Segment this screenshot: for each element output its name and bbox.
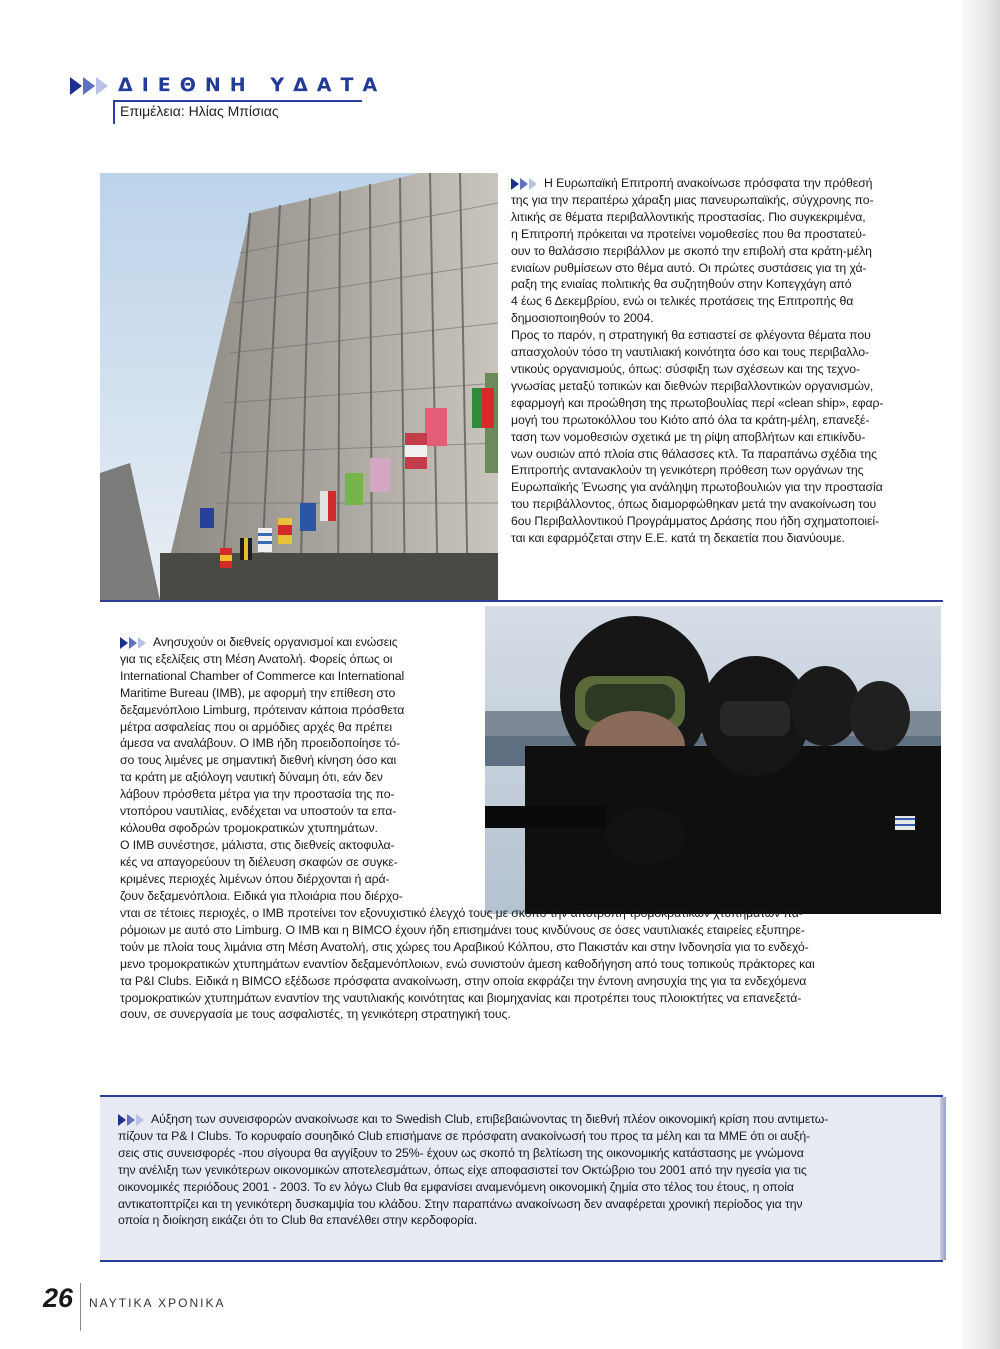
article-sc-line: οικονομικές περιόδους 2001 - 2003. Το εν λόγω Club θα εμφανίσει αναμενόμενη οικονομική ζημία στο τέλος του έτους, η οποία [118, 1179, 794, 1194]
article-eu-line: εφαρμογή και προώθηση της πρωτοβουλίας περί «clean ship», εφαρ- [511, 395, 884, 410]
article-swedish-club [118, 1111, 934, 1229]
article-eu-line: 4 έως 6 Δεκεμβρίου, ενώ οι τελικές προτάσεις της Επιτροπής θα [511, 294, 854, 309]
article-eu-line: Η Ευρωπαϊκή Επιτροπή ανακοίνωσε πρόσφατα την πρόθεσή [511, 175, 935, 192]
article-eu-line: Προς το παρόν, η στρατηγική θα εστιαστεί σε φλέγοντα θέματα που [511, 328, 871, 343]
article-me-line: άμεσα να αναλάβουν. Ο ΙΜΒ ήδη προειδοποίησε τό- [120, 736, 401, 751]
article-me-line: σο τους λιμένες με σημαντική διεθνή κίνηση όσο και [120, 753, 397, 768]
article-arrows-icon [120, 637, 147, 649]
article-eu-line: ενιαίων ρυθμίσεων στο θέμα αυτό. Οι πρώτες συστάσεις για τη χά- [511, 260, 867, 275]
article-eu-line: της για την περαιτέρω χάραξη μιας πανευρωπαϊκής, σύγχρονης πο- [511, 192, 874, 207]
header-vertical-rule [113, 100, 115, 124]
article-eu-environment [511, 175, 935, 547]
article-eu-line: ουν το θαλάσσιο περιβάλλον με σκοπό την επιβολή στα κράτη-μέλη [511, 243, 872, 258]
article-me-line: Maritime Bureau (IMB), με αφορμή την επίθεση στο [120, 685, 396, 700]
article-eu-line: 6ου Περιβαλλοντικού Προγράμματος Δράσης που ήδη σχηματοποιεί- [511, 514, 880, 529]
article-eu-line: ντικούς οργανισμούς, όπως: σύσφιξη των σχέσεων και της τεχνο- [511, 361, 861, 376]
box-side-shadow [940, 1097, 946, 1260]
eu-building-photo [100, 173, 498, 600]
article-eu-line: νων ουσιών από πλοία στις θάλασσες κτλ. Τα παραπάνω σχέδια της [511, 446, 877, 461]
article-eu-line: απασχολούν τόσο τη ναυτιλιακή κοινότητα όσο και τους περιβαλλο- [511, 345, 869, 360]
article-eu-line: ραξη της ενιαίας πολιτικής θα συζητηθούν στην Κοπεγχάγη από [511, 277, 852, 292]
article-eu-line: ταση των νομοθεσιών σχετικά με τη ρίψη αποβλήτων και επικίνδυ- [511, 429, 866, 444]
article-eu-line: λιτικής σε θέματα περιβαλλοντικής προστασίας. Πιο συγκεκριμένα, [511, 209, 866, 224]
article-me-line: κριμένες περιοχές λιμένων όπου διέρχονται ή αρά- [120, 871, 390, 886]
article-me-line: για τις εξελίξεις στη Μέση Ανατολή. Φορείς όπως οι [120, 651, 393, 666]
article-me-line: Ανησυχούν οι διεθνείς οργανισμοί και ενώσεις [120, 634, 476, 651]
article-me-line: ρόμοιων με αυτό στο Limburg. Ο ΙΜΒ και η BIMCO έχουν ήδη επισημάνει τους κινδύνους σε όσες ναυτιλιακές εταιρείες εξυπηρε- [120, 922, 805, 937]
article-eu-line: μογή του πρωτοκόλλου του Κιότο από όλα τα κράτη-μέλη, επανεξέ- [511, 412, 870, 427]
article-me-line: τούν με πλοία τους λιμάνια στη Μέση Ανατολή, στις χώρες του Αραβικού Κόλπου, στο Πακιστάν και στην Ινδονησία για το ενδεχό- [120, 939, 809, 954]
article-me-line: ντοπόρου ναυτιλίας, ενδέχεται να υποστούν τα επα- [120, 804, 397, 819]
footer-divider [80, 1283, 81, 1331]
article-me-line: κές να απαγορεύουν τη διέλευση σκαφών σε συγκε- [120, 854, 398, 869]
page-number: 26 [43, 1283, 74, 1313]
article-eu-line: η Επιτροπή πρόκειται να προτείνει νομοθεσίες που θα προστατεύ- [511, 226, 866, 241]
article-eu-line: δημοσιοποιηθούν το 2004. [511, 311, 654, 326]
page-edge-shadow [962, 0, 1000, 1349]
article-me-line: Ο ΙΜΒ συνέστησε, μάλιστα, στις διεθνείς ακτοφυλα- [120, 837, 395, 852]
special-forces-photo [485, 606, 941, 914]
article-sc-line: σεις στις συνεισφορές -που σίγουρα θα αγγίξουν το 25%- έχουν ως σκοπό τη βελτίωση της οικονομικής κατάστασης με γνώμονα [118, 1145, 804, 1160]
article-me-line: τα κράτη με αξιόλογη ναυτική δύναμη ότι, εάν δεν [120, 770, 383, 785]
article-me-line: τρομοκρατικών χτυπημάτων εναντίον της ναυτιλιακής κοινότητας και βιομηχανίας και προτρέπει τους πλοιοκτήτες να επανεξετά- [120, 990, 802, 1005]
article-me-line: μέτρα ασφαλείας που οι αρμόδιες αρχές θα πρέπει [120, 719, 392, 734]
section-title: ΔΙΕΘΝΗ ΥΔΑΤΑ [118, 74, 387, 96]
article-arrows-icon [511, 178, 538, 190]
article-me-line: μενο τρομοκρατικών χτυπημάτων εναντίον δεξαμενόπλοιων, ενώ συνιστούν άμεση καθοδήγηση από τους τοπικούς πράκτορες και [120, 956, 815, 971]
article-middle-east [120, 634, 476, 905]
article-me-line: τα P&I Clubs. Ειδικά η BIMCO εξέδωσε πρόσφατα ανακοίνωση, στην οποία εκφράζει την έντονη ανησυχία της για τα ενδεχόμενα [120, 973, 807, 988]
article-eu-line: ται και εφαρμόζεται στην Ε.Ε. κατά τη δεκαετία που διανύουμε. [511, 531, 845, 546]
article-sc-line: αντικατοπτρίζει και τη γενικότερη δυσκαμψία του κλάδου. Στην παραπάνω ανακοίνωση δεν αναφέρεται χρονική περίοδος για την [118, 1196, 803, 1211]
header-underline [113, 100, 362, 102]
article-eu-line: Επιτροπής αντανακλούν τη γενικότερη πρόθεση των οργάνων της [511, 463, 864, 478]
article-me-line: λάβουν πρόσθετα μέτρα για την προστασία της πο- [120, 787, 395, 802]
article-me-line: δεξαμενόπλοιο Limburg, πρότειναν κάποια πρόσθετα [120, 702, 405, 717]
article-me-line: νται σε τέτοιες περιοχές, ο ΙΜΒ προτείνει τον εξονυχιστικό έλεγχό τους με σκοπό την αποτροπή τρομοκρατικών χτυπημάτων πα- [120, 906, 803, 920]
article-sc-line: οποία η διοίκηση εικάζει ότι το Club θα επανέλθει στην κερδοφορία. [118, 1213, 478, 1228]
article-eu-line: γνωσίας μεταξύ τοπικών και διεθνών περιβαλλοντικών οργανισμών, [511, 378, 874, 393]
article-sc-line: πίζουν τα P& I Clubs. Το κορυφαίο σουηδικό Club επισήμανε σε πρόσφατη ανακοίνωσή του προς τα μέλη και τα ΜΜΕ ότι οι αυξή- [118, 1128, 811, 1143]
article-me-line: ζουν δεξαμενόπλοια. Ειδικά για πλοιάρια που διέρχο- [120, 888, 403, 903]
section-divider [100, 600, 943, 602]
article-eu-line: του περιβάλλοντος, όπως διαμορφώθηκαν μετά την ανακοίνωση του [511, 497, 877, 512]
article-arrows-icon [118, 1114, 145, 1126]
header-arrows-icon [70, 77, 109, 95]
article-me-line: International Chamber of Commerce και International [120, 668, 405, 683]
article-me-line: σουν, σε συνεργασία με τους ασφαλιστές, τη γενικότερη στρατηγική τους. [120, 1007, 511, 1022]
article-middle-east-continued [120, 905, 934, 1023]
article-me-line: κόλουθα σφοδρών τρομοκρατικών χτυπημάτων. [120, 820, 378, 835]
editor-credit: Επιμέλεια: Ηλίας Μπίσιας [120, 103, 279, 119]
magazine-name: ΝΑΥΤΙΚΑ ΧΡΟΝΙΚΑ [89, 1296, 226, 1310]
article-eu-line: Ευρωπαϊκής Ένωσης για ανάληψη πρωτοβουλιών για την προστασία [511, 480, 883, 495]
article-sc-line: Αύξηση των συνεισφορών ανακοίνωσε και το Swedish Club, επιβεβαιώνοντας τη διεθνή πλέον οικονομική κρίση που αντιμετω- [118, 1111, 934, 1128]
article-sc-line: την ανέλιξη των γενικότερων οικονομικών αποτελεσμάτων, όπως είχε αποφασιστεί τον Οκτώβριο του 2001 από την ηγεσία για τις [118, 1162, 807, 1177]
